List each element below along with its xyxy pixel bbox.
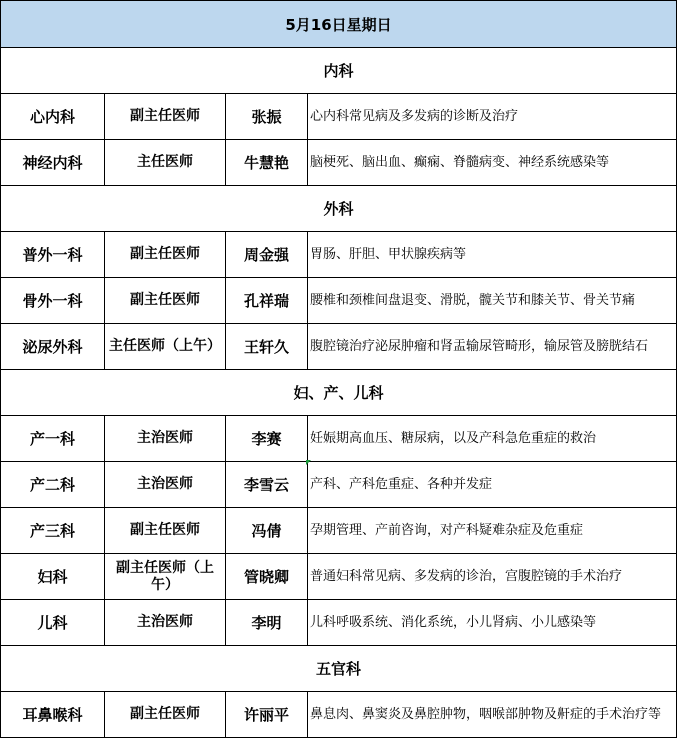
department-cell: 泌尿外科 [1,324,105,370]
specialty-cell: 产科、产科危重症、各种并发症 [308,462,677,508]
title-cell: 主治医师 [105,600,226,646]
table-row [1,140,677,186]
table-row [1,232,677,278]
specialty-cell: 普通妇科常见病、多发病的诊治，宫腹腔镜的手术治疗 [308,554,677,600]
department-cell: 产二科 [1,462,105,508]
specialty-cell: 孕期管理、产前咨询，对产科疑难杂症及危重症 [308,508,677,554]
title-cell: 副主任医师 [105,94,226,140]
department-cell: 骨外一科 [1,278,105,324]
department-cell: 心内科 [1,94,105,140]
doctor-name-cell: 管晓卿 [226,554,308,600]
title-cell: 主治医师 [105,416,226,462]
doctor-name-cell: 孔祥瑞 [226,278,308,324]
department-cell: 普外一科 [1,232,105,278]
section-header-row [1,48,677,94]
title-cell: 副主任医师 [105,278,226,324]
specialty-cell: 妊娠期高血压、糖尿病，以及产科急危重症的救治 [308,416,677,462]
title-cell: 副主任医师 [105,232,226,278]
department-cell: 产三科 [1,508,105,554]
section-title-internal-medicine: 内科 [1,48,677,94]
department-cell: 神经内科 [1,140,105,186]
section-title-surgery: 外科 [1,186,677,232]
section-header-row [1,646,677,692]
department-cell: 耳鼻喉科 [1,692,105,738]
date-title: 5月16日星期日 [1,1,677,48]
title-cell: 主任医师 [105,140,226,186]
doctor-name-cell: 张振 [226,94,308,140]
doctor-name-cell: 牛慧艳 [226,140,308,186]
table-row [1,692,677,738]
department-cell: 产一科 [1,416,105,462]
specialty-cell: 腹腔镜治疗泌尿肿瘤和肾盂输尿管畸形，输尿管及膀胱结石 [308,324,677,370]
title-cell: 副主任医师 [105,692,226,738]
cell-comment-marker [306,460,311,465]
table-row [1,462,677,508]
specialty-cell: 心内科常见病及多发病的诊断及治疗 [308,94,677,140]
department-cell: 儿科 [1,600,105,646]
title-cell: 主任医师（上午） [105,324,226,370]
doctor-name-cell: 王轩久 [226,324,308,370]
doctor-name-cell: 冯倩 [226,508,308,554]
doctor-name-cell: 许丽平 [226,692,308,738]
table-row [1,324,677,370]
table-row [1,94,677,140]
specialty-cell: 儿科呼吸系统、消化系统，小儿肾病、小儿感染等 [308,600,677,646]
title-cell: 主治医师 [105,462,226,508]
table-row [1,600,677,646]
specialty-cell: 脑梗死、脑出血、癫痫、脊髓病变、神经系统感染等 [308,140,677,186]
doctor-name-cell: 李明 [226,600,308,646]
title-cell: 副主任医师 [105,508,226,554]
section-header-row [1,370,677,416]
specialty-cell: 鼻息肉、鼻窦炎及鼻腔肿物，咽喉部肿物及鼾症的手术治疗等 [308,692,677,738]
title-cell: 副主任医师（上午） [105,554,226,600]
specialty-cell: 胃肠、肝胆、甲状腺疾病等 [308,232,677,278]
department-cell: 妇科 [1,554,105,600]
table-row [1,554,677,600]
doctor-name-cell: 李雪云 [226,462,308,508]
doctor-name-cell: 李赛 [226,416,308,462]
table-row [1,278,677,324]
section-title-obgyn-pediatrics: 妇、产、儿科 [1,370,677,416]
table-row [1,416,677,462]
section-header-row [1,186,677,232]
table-row [1,508,677,554]
specialty-cell: 腰椎和颈椎间盘退变、滑脱，髋关节和膝关节、骨关节痛 [308,278,677,324]
section-title-ent: 五官科 [1,646,677,692]
doctor-name-cell: 周金强 [226,232,308,278]
date-header-row [1,1,677,48]
